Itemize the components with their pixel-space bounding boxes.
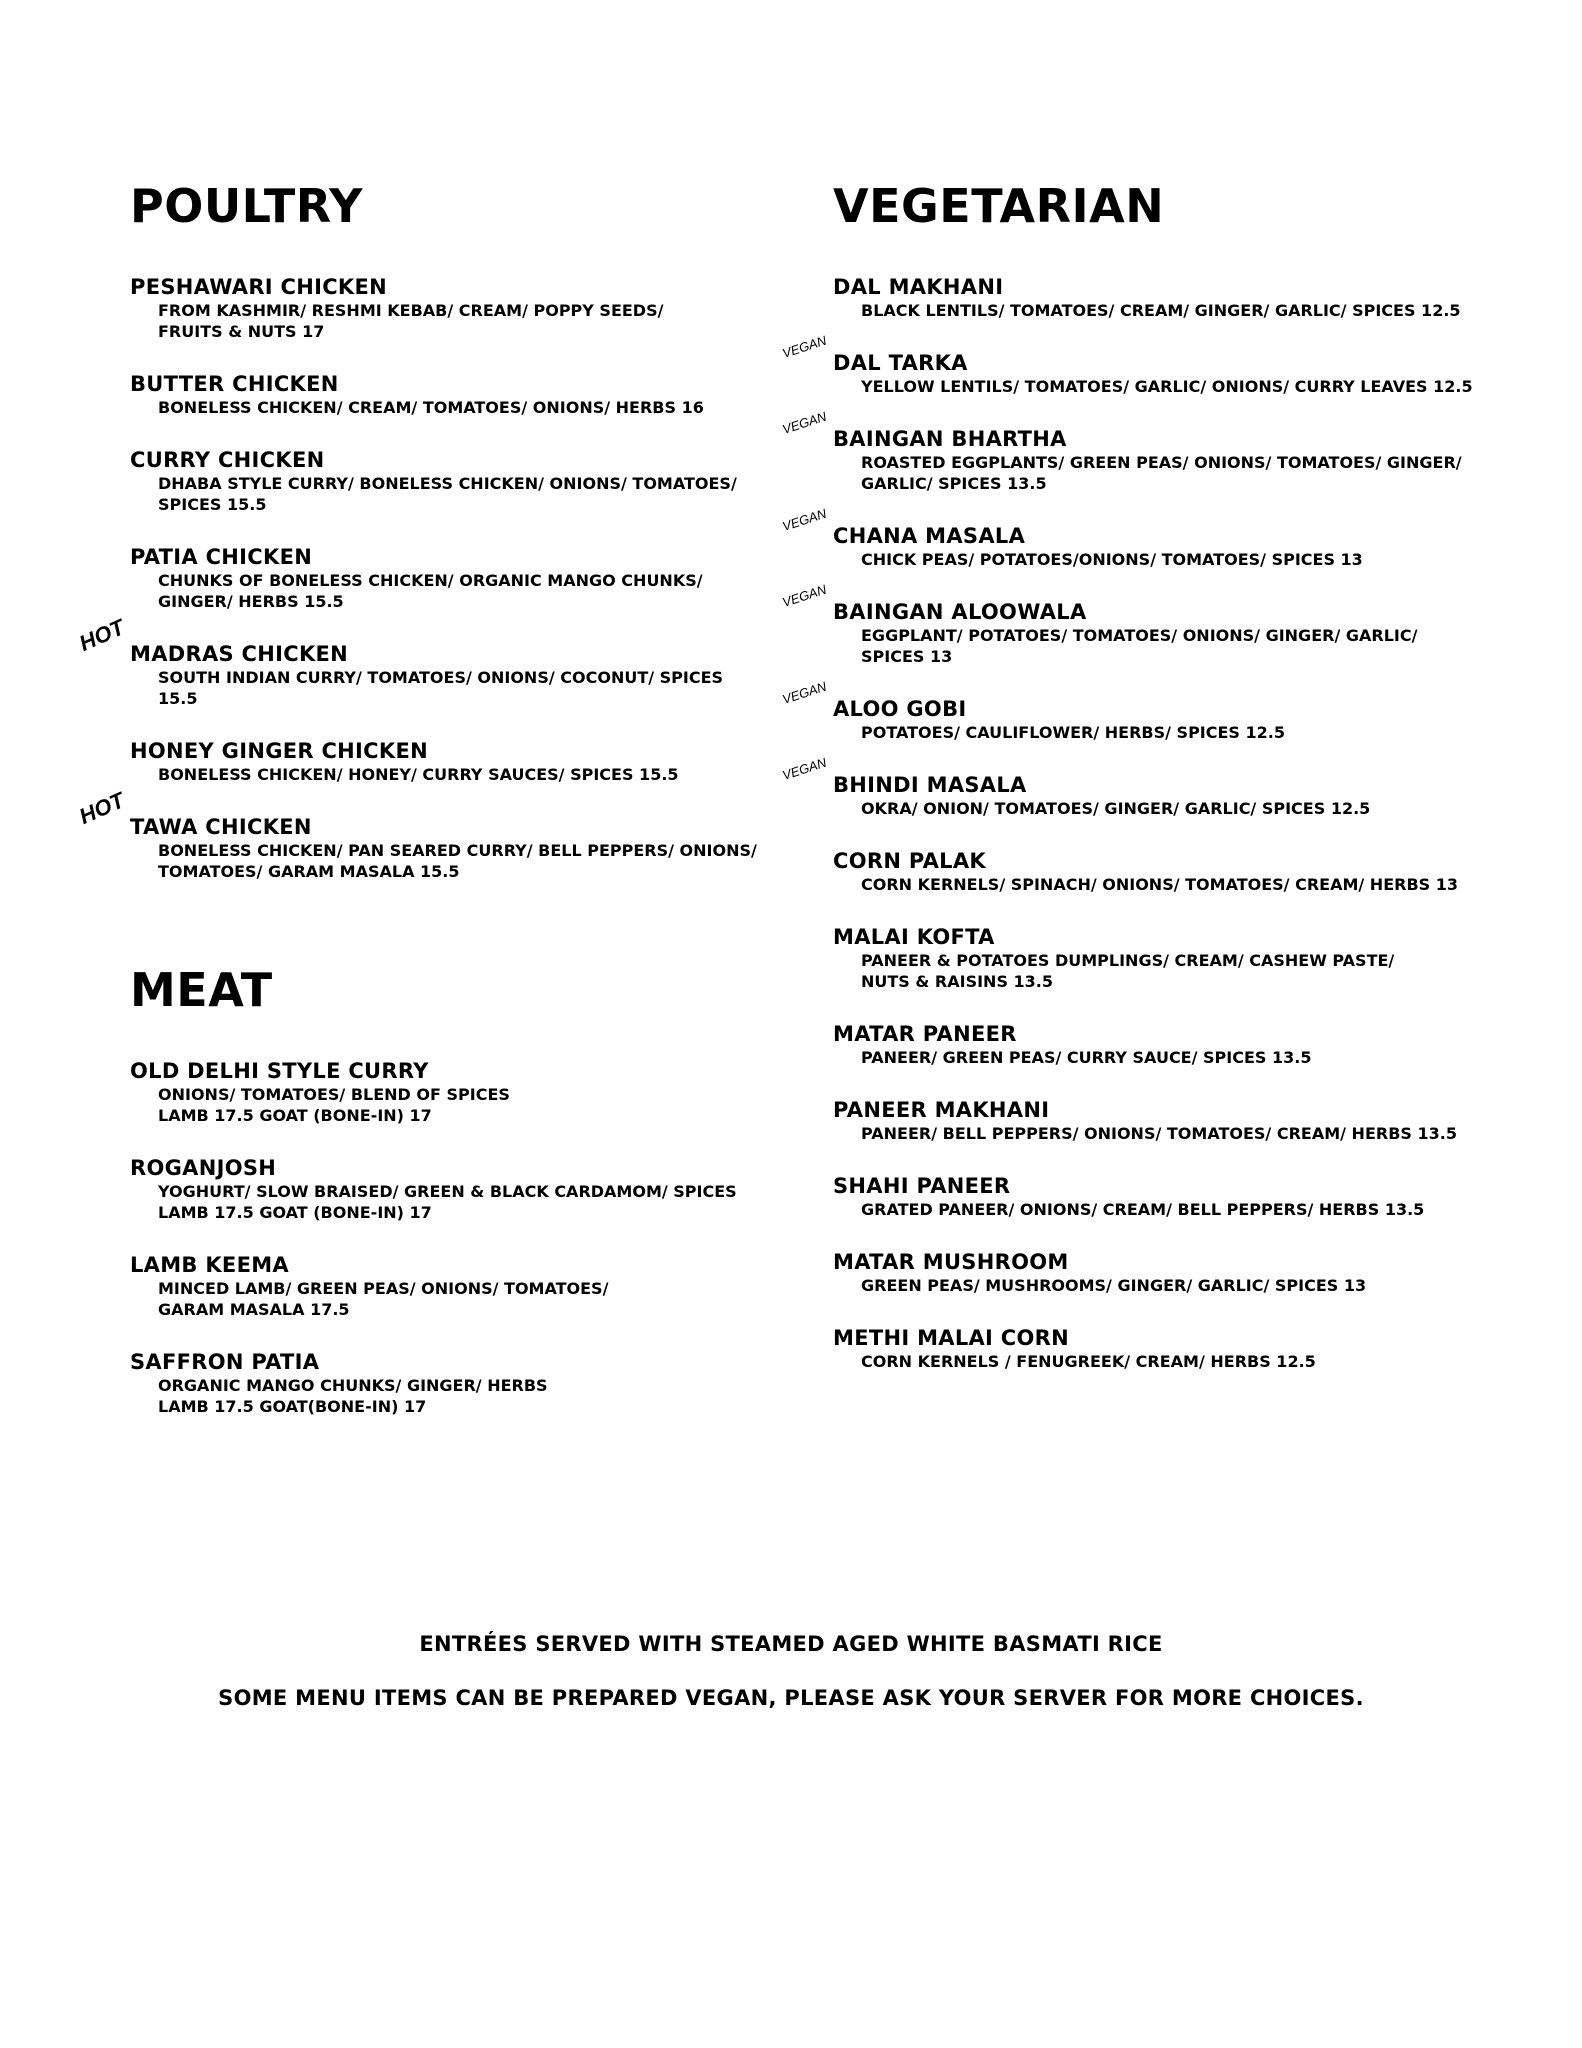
menu-item-name: CHANA MASALA bbox=[833, 524, 1026, 548]
left-column bbox=[75, 178, 770, 1446]
meat-list bbox=[130, 1058, 770, 1417]
poultry-section bbox=[75, 178, 770, 882]
menu-item-name: DAL TARKA bbox=[833, 351, 968, 375]
footer-rice-note: ENTRÉES SERVED WITH STEAMED AGED WHITE BASMATI RICE bbox=[419, 1632, 1163, 1656]
right-column bbox=[780, 178, 1533, 1401]
menu-item-name: HONEY GINGER CHICKEN bbox=[130, 739, 428, 763]
menu-item-description: MINCED LAMB/ GREEN PEAS/ ONIONS/ TOMATOES/ GARAM MASALA 17.5 bbox=[158, 1279, 609, 1319]
menu-item-name: ALOO GOBI bbox=[833, 697, 967, 721]
menu-item bbox=[780, 678, 1533, 743]
menu-item bbox=[833, 924, 1533, 992]
menu-item-name: LAMB KEEMA bbox=[130, 1253, 289, 1277]
menu-item-description: PANEER & POTATOES DUMPLINGS/ CREAM/ CASHEW PASTE/ NUTS & RAISINS 13.5 bbox=[861, 951, 1395, 991]
menu-item-name: CORN PALAK bbox=[833, 849, 986, 873]
menu-item-description: PANEER/ GREEN PEAS/ CURRY SAUCE/ SPICES 13.5 bbox=[861, 1048, 1312, 1067]
vegan-tag: VEGAN bbox=[780, 581, 829, 610]
poultry-list bbox=[75, 274, 770, 882]
menu-item-name: SHAHI PANEER bbox=[833, 1174, 1011, 1198]
menu-item-description: YELLOW LENTILS/ TOMATOES/ GARLIC/ ONIONS/ CURRY LEAVES 12.5 bbox=[861, 377, 1473, 396]
menu-item-name: CURRY CHICKEN bbox=[130, 448, 325, 472]
menu-item-description: CHUNKS OF BONELESS CHICKEN/ ORGANIC MANGO CHUNKS/ GINGER/ HERBS 15.5 bbox=[158, 571, 703, 611]
vegan-tag: VEGAN bbox=[780, 332, 829, 361]
hot-tag: HOT bbox=[75, 614, 129, 657]
hot-tag: HOT bbox=[75, 787, 129, 830]
menu-item bbox=[833, 1021, 1533, 1068]
menu-item-description: GRATED PANEER/ ONIONS/ CREAM/ BELL PEPPERS/ HERBS 13.5 bbox=[861, 1200, 1425, 1219]
menu-item bbox=[130, 447, 770, 515]
menu-item bbox=[75, 614, 770, 709]
vegetarian-list bbox=[780, 274, 1533, 1372]
menu-item bbox=[130, 1349, 770, 1417]
menu-item-name: BUTTER CHICKEN bbox=[130, 372, 339, 396]
menu-item-description: BONELESS CHICKEN/ CREAM/ TOMATOES/ ONIONS/ HERBS 16 bbox=[158, 398, 704, 417]
vegan-tag: VEGAN bbox=[780, 505, 829, 534]
menu-item-name: BAINGAN BHARTHA bbox=[833, 427, 1067, 451]
menu-item-description: OKRA/ ONION/ TOMATOES/ GINGER/ GARLIC/ SPICES 12.5 bbox=[861, 799, 1371, 818]
menu-item-description: POTATOES/ CAULIFLOWER/ HERBS/ SPICES 12.5 bbox=[861, 723, 1285, 742]
menu-item-name: OLD DELHI STYLE CURRY bbox=[130, 1059, 429, 1083]
menu-item-name: TAWA CHICKEN bbox=[130, 815, 312, 839]
section-title-vegetarian: VEGETARIAN bbox=[833, 179, 1165, 233]
menu-item bbox=[780, 408, 1533, 494]
menu-item bbox=[130, 371, 770, 418]
menu-item bbox=[780, 505, 1533, 570]
menu-item bbox=[75, 787, 770, 882]
menu-item bbox=[833, 1325, 1533, 1372]
menu-item-description: EGGPLANT/ POTATOES/ TOMATOES/ ONIONS/ GINGER/ GARLIC/ SPICES 13 bbox=[861, 626, 1418, 666]
menu-item-description: DHABA STYLE CURRY/ BONELESS CHICKEN/ ONIONS/ TOMATOES/ SPICES 15.5 bbox=[158, 474, 737, 514]
menu-item-description: ONIONS/ TOMATOES/ BLEND OF SPICES LAMB 17.5 GOAT (BONE-IN) 17 bbox=[158, 1085, 510, 1125]
menu-item bbox=[833, 1173, 1533, 1220]
menu-item bbox=[833, 1097, 1533, 1144]
menu-item-name: PESHAWARI CHICKEN bbox=[130, 275, 388, 299]
menu-item-description: BLACK LENTILS/ TOMATOES/ CREAM/ GINGER/ GARLIC/ SPICES 12.5 bbox=[861, 301, 1461, 320]
menu-item bbox=[833, 848, 1533, 895]
menu-item-description: CORN KERNELS / FENUGREEK/ CREAM/ HERBS 12.5 bbox=[861, 1352, 1316, 1371]
menu-item-name: MALAI KOFTA bbox=[833, 925, 995, 949]
menu-item-name: METHI MALAI CORN bbox=[833, 1326, 1069, 1350]
menu-item bbox=[780, 754, 1533, 819]
menu-item bbox=[130, 1155, 770, 1223]
vegan-tag: VEGAN bbox=[780, 408, 829, 437]
menu-item-name: PATIA CHICKEN bbox=[130, 545, 313, 569]
vegan-tag: VEGAN bbox=[780, 754, 829, 783]
menu-item-name: SAFFRON PATIA bbox=[130, 1350, 320, 1374]
menu-item-name: BHINDI MASALA bbox=[833, 773, 1027, 797]
menu-item-description: BONELESS CHICKEN/ HONEY/ CURRY SAUCES/ SPICES 15.5 bbox=[158, 765, 679, 784]
menu-item bbox=[130, 274, 770, 342]
section-title-poultry: POULTRY bbox=[130, 179, 363, 233]
menu-item-description: BONELESS CHICKEN/ PAN SEARED CURRY/ BELL PEPPERS/ ONIONS/ TOMATOES/ GARAM MASALA 15.5 bbox=[158, 841, 757, 881]
menu-item bbox=[130, 544, 770, 612]
menu-item-description: ORGANIC MANGO CHUNKS/ GINGER/ HERBS LAMB 17.5 GOAT(BONE-IN) 17 bbox=[158, 1376, 548, 1416]
menu-item-description: PANEER/ BELL PEPPERS/ ONIONS/ TOMATOES/ CREAM/ HERBS 13.5 bbox=[861, 1124, 1457, 1143]
menu-item-name: BAINGAN ALOOWALA bbox=[833, 600, 1087, 624]
menu-item-description: FROM KASHMIR/ RESHMI KEBAB/ CREAM/ POPPY SEEDS/ FRUITS & NUTS 17 bbox=[158, 301, 664, 341]
menu-item-name: MATAR PANEER bbox=[833, 1022, 1017, 1046]
menu-item bbox=[780, 581, 1533, 667]
menu-item-description: SOUTH INDIAN CURRY/ TOMATOES/ ONIONS/ COCONUT/ SPICES 15.5 bbox=[158, 668, 724, 708]
footer-vegan-note: SOME MENU ITEMS CAN BE PREPARED VEGAN, PLEASE ASK YOUR SERVER FOR MORE CHOICES. bbox=[218, 1686, 1364, 1710]
menu-item-name: ROGANJOSH bbox=[130, 1156, 277, 1180]
menu-item bbox=[833, 274, 1533, 321]
menu-item-description: YOGHURT/ SLOW BRAISED/ GREEN & BLACK CARDAMOM/ SPICES LAMB 17.5 GOAT (BONE-IN) 17 bbox=[158, 1182, 737, 1222]
menu-item-description: ROASTED EGGPLANTS/ GREEN PEAS/ ONIONS/ TOMATOES/ GINGER/ GARLIC/ SPICES 13.5 bbox=[861, 453, 1462, 493]
menu-item bbox=[833, 1249, 1533, 1296]
menu-item bbox=[130, 738, 770, 785]
menu-item-name: MADRAS CHICKEN bbox=[130, 642, 349, 666]
menu-item-description: CORN KERNELS/ SPINACH/ ONIONS/ TOMATOES/ CREAM/ HERBS 13 bbox=[861, 875, 1458, 894]
vegan-tag: VEGAN bbox=[780, 678, 829, 707]
menu-item-name: DAL MAKHANI bbox=[833, 275, 1004, 299]
menu-item-description: CHICK PEAS/ POTATOES/ONIONS/ TOMATOES/ SPICES 13 bbox=[861, 550, 1363, 569]
menu-item bbox=[130, 1252, 770, 1320]
meat-section bbox=[130, 962, 770, 1417]
menu-item-description: GREEN PEAS/ MUSHROOMS/ GINGER/ GARLIC/ SPICES 13 bbox=[861, 1276, 1367, 1295]
menu-item bbox=[130, 1058, 770, 1126]
menu-item-name: PANEER MAKHANI bbox=[833, 1098, 1050, 1122]
vegetarian-section bbox=[780, 178, 1533, 1372]
menu-item bbox=[780, 332, 1533, 397]
menu-item-name: MATAR MUSHROOM bbox=[833, 1250, 1069, 1274]
section-title-meat: MEAT bbox=[130, 963, 273, 1017]
